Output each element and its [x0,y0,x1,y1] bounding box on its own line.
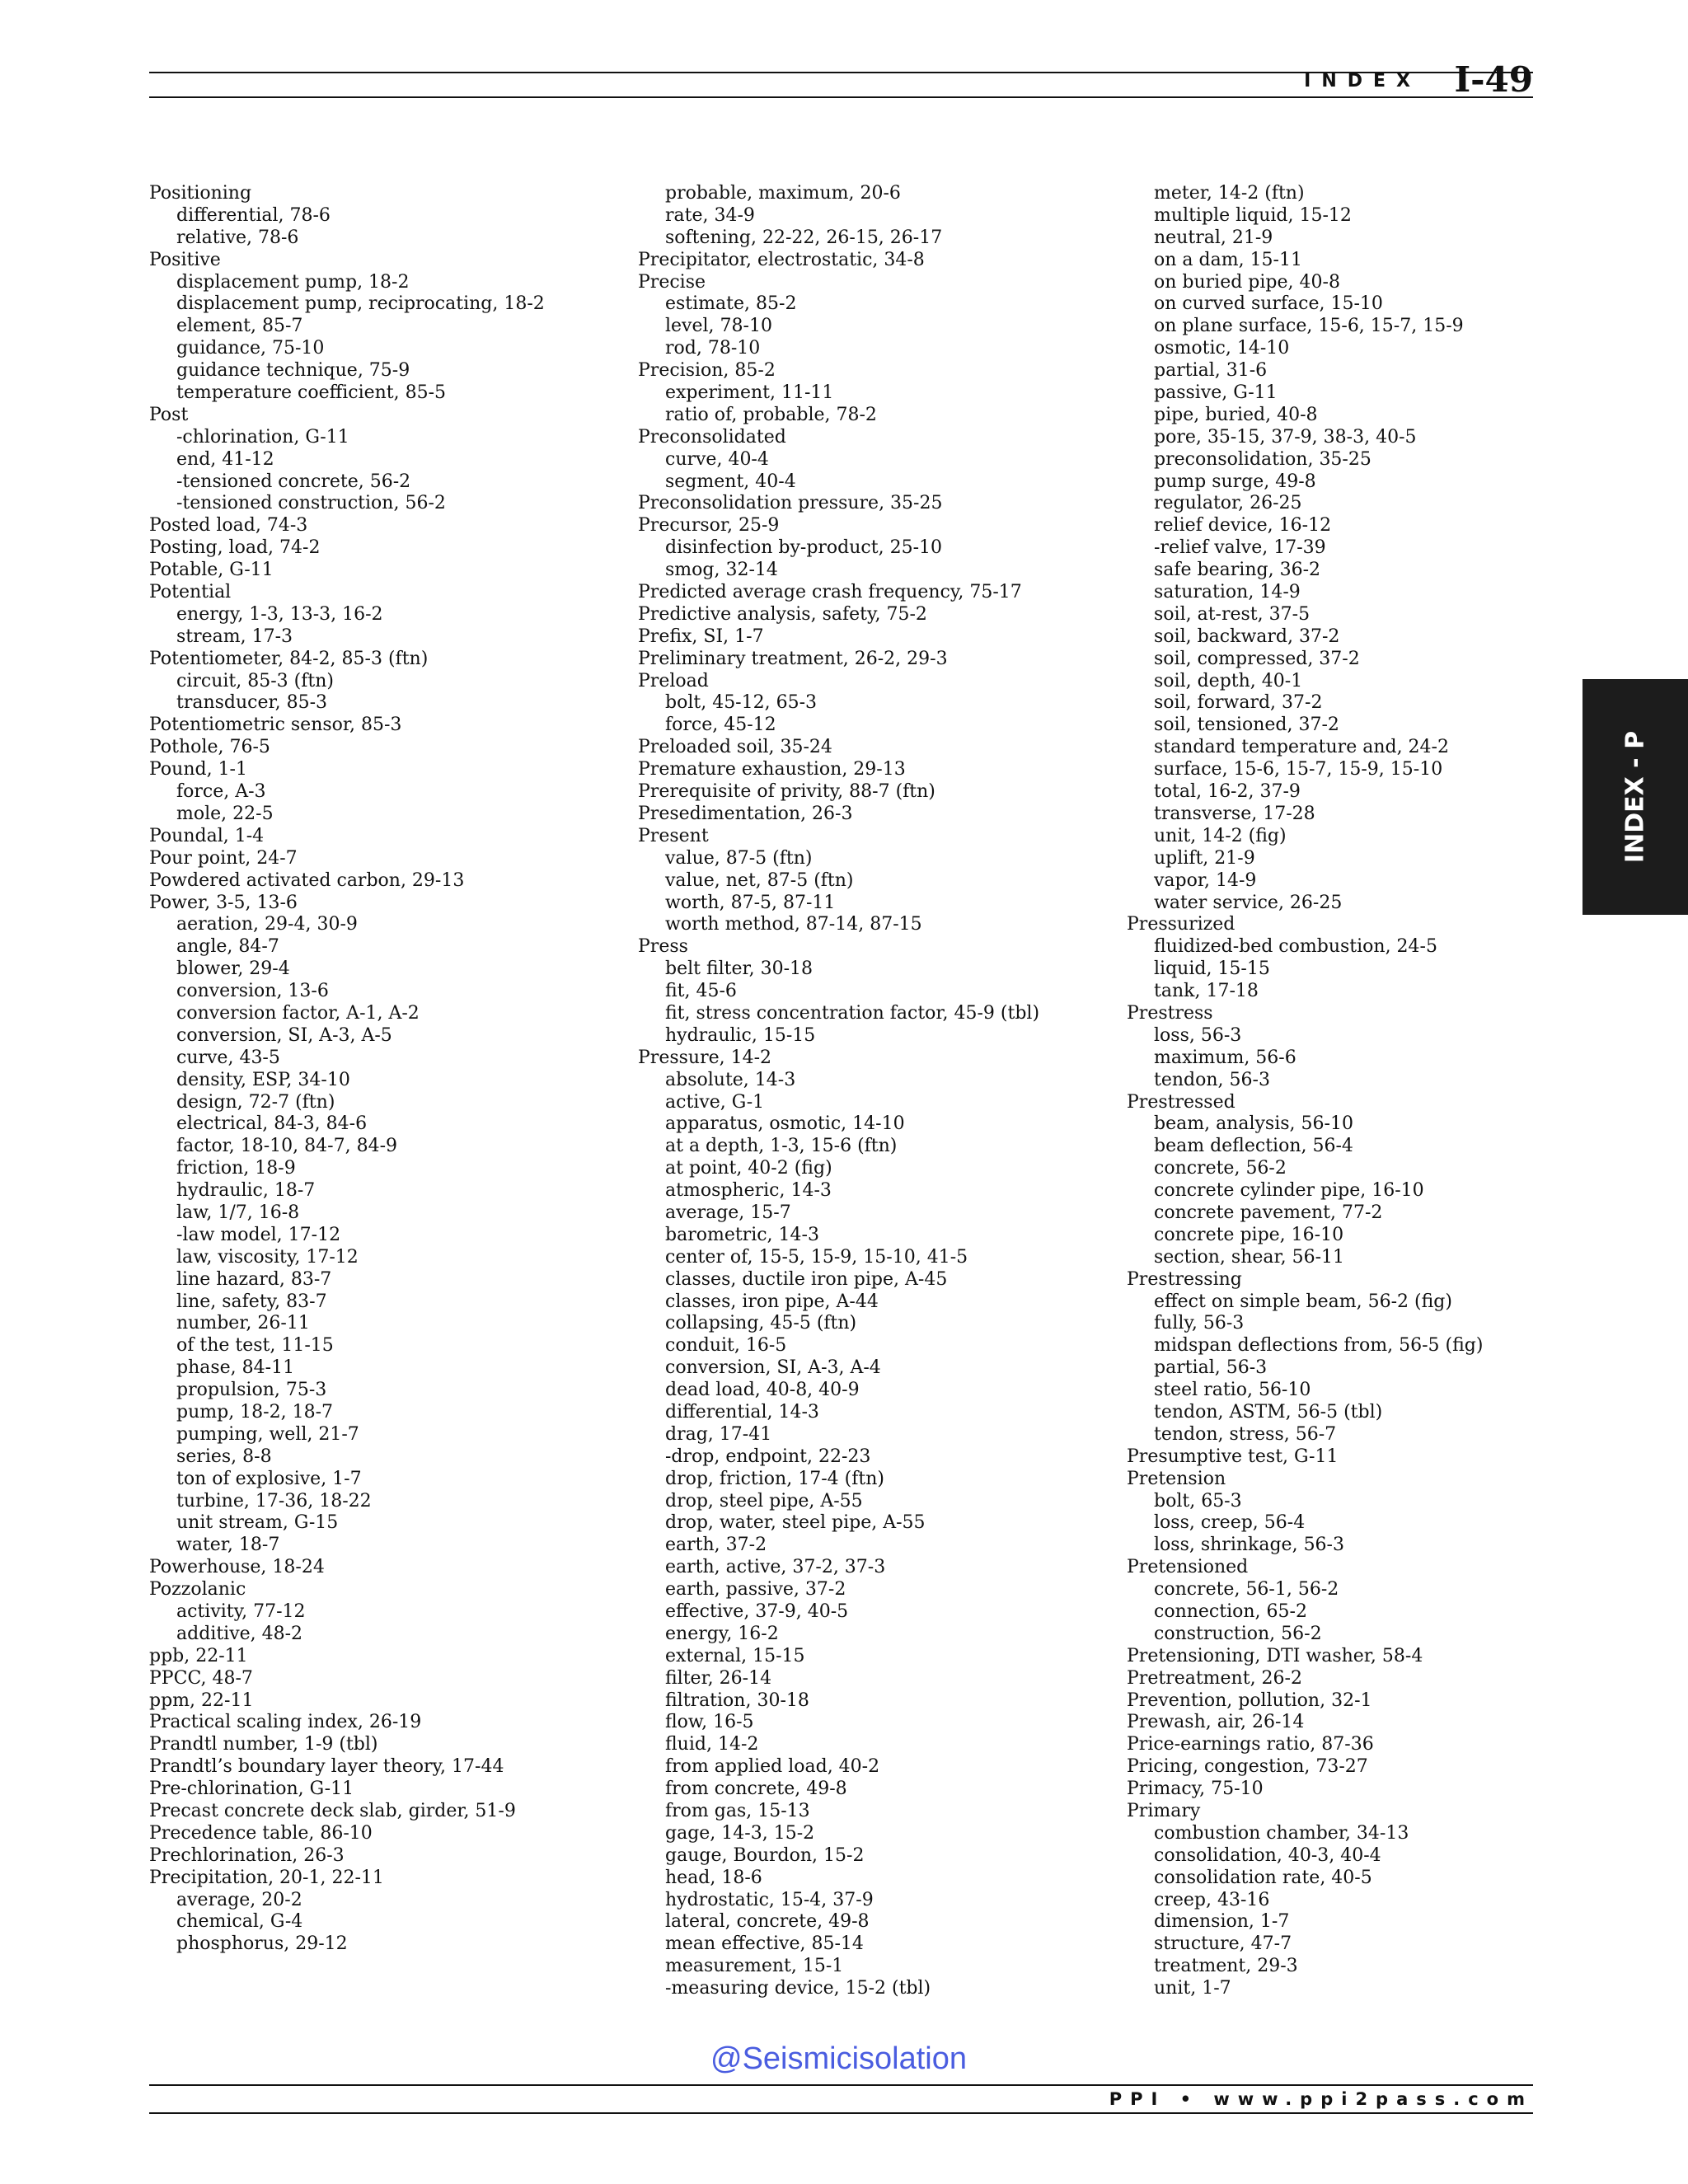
index-subentry: energy, 16-2 [665,1623,779,1644]
index-subentry: force, A-3 [176,781,266,803]
index-entry: Pretensioning, DTI washer, 58-4 [1127,1645,1423,1666]
index-subentry: fit, stress concentration factor, 45-9 (tbl) [665,1002,1040,1024]
index-subentry: activity, 77-12 [176,1601,306,1622]
footer-rule-bottom [149,2112,1533,2114]
index-subentry: conversion, SI, A-3, A-4 [665,1357,881,1379]
index-entry: Pressurized [1127,914,1236,935]
index-entry: Present [638,825,709,846]
index-entry: Power, 3-5, 13-6 [149,892,298,913]
index-entry: Price-earnings ratio, 87-36 [1127,1734,1374,1755]
index-subentry: consolidation, 40-3, 40-4 [1154,1844,1381,1866]
index-subentry: curve, 40-4 [665,448,769,470]
index-subentry: partial, 56-3 [1154,1357,1268,1379]
index-subentry: loss, 56-3 [1154,1024,1242,1046]
index-subentry: displacement pump, 18-2 [176,271,410,293]
index-subentry: on buried pipe, 40-8 [1154,271,1340,293]
index-entry: Pozzolanic [149,1579,246,1601]
index-subentry: preconsolidation, 35-25 [1154,448,1372,470]
index-entry: Presumptive test, G-11 [1127,1446,1339,1467]
index-entry: Precise [638,271,706,293]
index-subentry: drop, friction, 17-4 (ftn) [665,1468,884,1489]
index-section-tab-label: INDEX - P [1620,730,1650,864]
index-subentry: conversion, SI, A-3, A-5 [176,1024,392,1046]
index-subentry: from concrete, 49-8 [665,1779,847,1800]
index-subentry: maximum, 56-6 [1154,1047,1296,1068]
index-subentry: factor, 18-10, 84-7, 84-9 [176,1136,397,1157]
index-section-tab [1582,679,1688,915]
index-subentry: estimate, 85-2 [665,293,797,315]
index-subentry: pump surge, 49-8 [1154,471,1316,492]
index-entry: Pour point, 24-7 [149,847,298,869]
index-subentry: pumping, well, 21-7 [176,1423,359,1445]
index-subentry: tendon, 56-3 [1154,1069,1270,1090]
index-subentry: soil, forward, 37-2 [1154,692,1323,714]
index-entry: Preconsolidated [638,426,786,448]
index-subentry: unit, 14-2 (fig) [1154,825,1287,846]
index-entry: Precedence table, 86-10 [149,1822,373,1844]
index-subentry: soil, tensioned, 37-2 [1154,715,1339,736]
index-entry: ppm, 22-11 [149,1690,254,1711]
index-subentry: -drop, endpoint, 22-23 [665,1446,871,1467]
index-entry: Pound, 1-1 [149,759,247,780]
index-entry: Precursor, 25-9 [638,515,780,537]
index-subentry: saturation, 14-9 [1154,582,1301,603]
index-subentry: drag, 17-41 [665,1423,772,1445]
index-entry: Practical scaling index, 26-19 [149,1712,422,1733]
index-subentry: at a depth, 1-3, 15-6 (ftn) [665,1136,898,1157]
index-subentry: treatment, 29-3 [1154,1956,1298,1977]
index-entry: Positioning [149,183,252,204]
index-subentry: classes, iron pipe, A-44 [665,1291,879,1312]
index-subentry: on curved surface, 15-10 [1154,293,1383,315]
index-entry: Preliminary treatment, 26-2, 29-3 [638,648,948,669]
index-subentry: stream, 17-3 [176,626,293,647]
header-rule-bottom [149,96,1533,98]
index-subentry: atmospheric, 14-3 [665,1180,832,1202]
index-subentry: softening, 22-22, 26-15, 26-17 [665,227,943,248]
index-entry: Pretreatment, 26-2 [1127,1667,1302,1689]
index-entry: Potable, G-11 [149,560,274,581]
index-subentry: electrical, 84-3, 84-6 [176,1113,368,1135]
index-subentry: section, shear, 56-11 [1154,1246,1345,1268]
index-subentry: safe bearing, 36-2 [1154,560,1320,581]
index-subentry: tendon, ASTM, 56-5 (tbl) [1154,1401,1383,1422]
index-entry: Primary [1127,1801,1201,1822]
index-subentry: unit, 1-7 [1154,1978,1231,1999]
index-subentry: value, 87-5 (ftn) [665,847,813,869]
index-subentry: conversion factor, A-1, A-2 [176,1002,420,1024]
index-subentry: smog, 32-14 [665,560,778,581]
index-entry: Positive [149,249,221,270]
index-subentry: absolute, 14-3 [665,1069,796,1090]
index-entry: ppb, 22-11 [149,1645,248,1666]
index-entry: Pressure, 14-2 [638,1047,772,1068]
index-subentry: differential, 14-3 [665,1401,819,1422]
index-subentry: end, 41-12 [176,448,274,470]
index-subentry: midspan deflections from, 56-5 (fig) [1154,1335,1484,1357]
index-subentry: aeration, 29-4, 30-9 [176,914,358,935]
index-subentry: temperature coefficient, 85-5 [176,382,447,404]
page-number: I-49 [1454,59,1533,100]
index-subentry: relief device, 16-12 [1154,515,1332,537]
index-subentry: of the test, 11-15 [176,1335,334,1357]
index-subentry: concrete pavement, 77-2 [1154,1202,1383,1223]
index-subentry: relative, 78-6 [176,227,299,248]
index-subentry: design, 72-7 (ftn) [176,1091,335,1113]
index-entry: Pre-chlorination, G-11 [149,1779,354,1800]
index-entry: Preload [638,670,709,691]
index-entry: Precipitator, electrostatic, 34-8 [638,249,925,270]
index-subentry: loss, creep, 56-4 [1154,1512,1306,1534]
header-section-label: INDEX [1304,71,1421,91]
index-subentry: soil, compressed, 37-2 [1154,648,1360,669]
index-subentry: value, net, 87-5 (ftn) [665,869,854,891]
watermark: @Seismicisolation [710,2041,968,2076]
index-subentry: apparatus, osmotic, 14-10 [665,1113,905,1135]
index-subentry: turbine, 17-36, 18-22 [176,1490,372,1511]
index-subentry: loss, shrinkage, 56-3 [1154,1535,1344,1556]
index-subentry: uplift, 21-9 [1154,847,1255,869]
index-subentry: law, viscosity, 17-12 [176,1246,359,1268]
index-subentry: soil, backward, 37-2 [1154,626,1340,647]
index-entry: Predictive analysis, safety, 75-2 [638,603,927,625]
index-subentry: transducer, 85-3 [176,692,328,714]
index-subentry: blower, 29-4 [176,958,290,980]
index-subentry: ratio of, probable, 78-2 [665,404,877,425]
index-subentry: beam deflection, 56-4 [1154,1136,1353,1157]
index-subentry: concrete, 56-2 [1154,1158,1287,1179]
index-subentry: average, 15-7 [665,1202,791,1223]
index-subentry: worth, 87-5, 87-11 [665,892,836,913]
index-entry: Precision, 85-2 [638,360,776,382]
index-subentry: fit, 45-6 [665,981,737,1002]
index-subentry: water, 18-7 [176,1535,280,1556]
index-entry: Powdered activated carbon, 29-13 [149,869,465,891]
index-subentry: pump, 18-2, 18-7 [176,1401,334,1422]
index-subentry: soil, depth, 40-1 [1154,670,1303,691]
index-subentry: circuit, 85-3 (ftn) [176,670,334,691]
index-subentry: dead load, 40-8, 40-9 [665,1380,860,1401]
index-subentry: pore, 35-15, 37-9, 38-3, 40-5 [1154,426,1417,448]
index-subentry: -relief valve, 17-39 [1154,537,1326,559]
index-subentry: combustion chamber, 34-13 [1154,1822,1409,1844]
index-subentry: hydraulic, 15-15 [665,1024,816,1046]
index-subentry: segment, 40-4 [665,471,796,492]
index-subentry: series, 8-8 [176,1446,272,1467]
index-subentry: mole, 22-5 [176,803,274,824]
index-subentry: transverse, 17-28 [1154,803,1315,824]
index-subentry: propulsion, 75-3 [176,1380,327,1401]
index-entry: Prandtl number, 1-9 (tbl) [149,1734,378,1755]
index-subentry: gage, 14-3, 15-2 [665,1822,815,1844]
index-subentry: guidance technique, 75-9 [176,360,410,382]
index-entry: Prevention, pollution, 32-1 [1127,1690,1372,1711]
index-subentry: center of, 15-5, 15-9, 15-10, 41-5 [665,1246,968,1268]
index-subentry: tendon, stress, 56-7 [1154,1423,1337,1445]
index-subentry: passive, G-11 [1154,382,1278,404]
index-subentry: creep, 43-16 [1154,1889,1270,1910]
index-subentry: additive, 48-2 [176,1623,303,1644]
index-entry: Pretensioned [1127,1557,1249,1578]
index-entry: Powerhouse, 18-24 [149,1557,325,1578]
index-entry: Prandtl’s boundary layer theory, 17-44 [149,1756,504,1778]
index-subentry: connection, 65-2 [1154,1601,1307,1622]
index-entry: Prechlorination, 26-3 [149,1844,345,1866]
index-subentry: friction, 18-9 [176,1158,296,1179]
index-subentry: regulator, 26-25 [1154,493,1302,514]
index-subentry: measurement, 15-1 [665,1956,844,1977]
index-subentry: force, 45-12 [665,715,776,736]
index-subentry: -chlorination, G-11 [176,426,349,448]
index-entry: Pothole, 76-5 [149,737,270,758]
index-subentry: steel ratio, 56-10 [1154,1380,1311,1401]
index-subentry: barometric, 14-3 [665,1224,819,1245]
index-column-3 [1127,183,1613,2000]
index-subentry: pipe, buried, 40-8 [1154,404,1318,425]
index-subentry: construction, 56-2 [1154,1623,1322,1644]
index-subentry: level, 78-10 [665,316,772,337]
index-subentry: worth method, 87-14, 87-15 [665,914,922,935]
index-subentry: energy, 1-3, 13-3, 16-2 [176,603,383,625]
index-subentry: belt filter, 30-18 [665,958,814,980]
index-entry: Prestressing [1127,1268,1242,1290]
index-entry: Primacy, 75-10 [1127,1779,1264,1800]
index-entry: Prestressed [1127,1091,1236,1113]
index-subentry: differential, 78-6 [176,204,331,226]
index-subentry: guidance, 75-10 [176,338,325,359]
index-subentry: lateral, concrete, 49-8 [665,1911,870,1933]
index-entry: Pretension [1127,1468,1226,1489]
index-subentry: fluid, 14-2 [665,1734,759,1755]
index-subentry: -tensioned concrete, 56-2 [176,471,411,492]
index-subentry: earth, 37-2 [665,1535,767,1556]
index-subentry: concrete, 56-1, 56-2 [1154,1579,1339,1601]
index-entry: Prerequisite of privity, 88-7 (ftn) [638,781,935,803]
index-subentry: consolidation rate, 40-5 [1154,1867,1372,1888]
index-subentry: effect on simple beam, 56-2 (fig) [1154,1291,1452,1312]
index-subentry: hydrostatic, 15-4, 37-9 [665,1889,874,1910]
index-subentry: total, 16-2, 37-9 [1154,781,1301,803]
index-subentry: classes, ductile iron pipe, A-45 [665,1268,948,1290]
index-subentry: experiment, 11-11 [665,382,834,404]
index-entry: Pricing, congestion, 73-27 [1127,1756,1368,1778]
index-subentry: standard temperature and, 24-2 [1154,737,1449,758]
index-entry: Prefix, SI, 1-7 [638,626,764,647]
index-entry: Press [638,936,688,958]
index-subentry: vapor, 14-9 [1154,869,1257,891]
index-subentry: disinfection by-product, 25-10 [665,537,942,559]
index-subentry: structure, 47-7 [1154,1933,1292,1955]
index-subentry: -measuring device, 15-2 (tbl) [665,1978,931,1999]
index-subentry: filter, 26-14 [665,1667,772,1689]
index-subentry: conversion, 13-6 [176,981,329,1002]
index-subentry: rate, 34-9 [665,204,755,226]
index-subentry: fully, 56-3 [1154,1313,1245,1334]
index-subentry: on plane surface, 15-6, 15-7, 15-9 [1154,316,1464,337]
index-subentry: earth, passive, 37-2 [665,1579,846,1601]
footer-rule-top [149,2084,1533,2086]
index-subentry: on a dam, 15-11 [1154,249,1302,270]
index-subentry: average, 20-2 [176,1889,302,1910]
index-subentry: density, ESP, 34-10 [176,1069,350,1090]
index-subentry: gauge, Bourdon, 15-2 [665,1844,865,1866]
index-subentry: -law model, 17-12 [176,1224,341,1245]
index-column-2 [638,183,1124,2000]
index-entry: Preconsolidation pressure, 35-25 [638,493,943,514]
index-entry: Potential [149,582,232,603]
index-subentry: bolt, 45-12, 65-3 [665,692,818,714]
index-subentry: displacement pump, reciprocating, 18-2 [176,293,545,315]
index-subentry: conduit, 16-5 [665,1335,787,1357]
index-entry: Posting, load, 74-2 [149,537,321,559]
index-subentry: line, safety, 83-7 [176,1291,327,1312]
index-subentry: from gas, 15-13 [665,1801,810,1822]
index-entry: Precipitation, 20-1, 22-11 [149,1867,384,1888]
index-entry: Posted load, 74-3 [149,515,308,537]
index-subentry: collapsing, 45-5 (ftn) [665,1313,857,1334]
index-subentry: concrete cylinder pipe, 16-10 [1154,1180,1424,1202]
index-subentry: head, 18-6 [665,1867,762,1888]
index-subentry: unit stream, G-15 [176,1512,339,1534]
index-subentry: surface, 15-6, 15-7, 15-9, 15-10 [1154,759,1443,780]
index-entry: Post [149,404,189,425]
index-entry: Poundal, 1-4 [149,825,265,846]
index-subentry: curve, 43-5 [176,1047,280,1068]
index-subentry: water service, 26-25 [1154,892,1343,913]
index-subentry: rod, 78-10 [665,338,761,359]
index-subentry: neutral, 21-9 [1154,227,1273,248]
index-subentry: soil, at-rest, 37-5 [1154,603,1311,625]
index-subentry: concrete pipe, 16-10 [1154,1224,1344,1245]
index-entry: Precast concrete deck slab, girder, 51-9 [149,1801,516,1822]
index-subentry: filtration, 30-18 [665,1690,809,1711]
index-entry: Presedimentation, 26-3 [638,803,853,824]
index-subentry: phase, 84-11 [176,1357,295,1379]
index-subentry: drop, steel pipe, A-55 [665,1490,863,1511]
index-subentry: phosphorus, 29-12 [176,1933,348,1955]
index-subentry: law, 1/7, 16-8 [176,1202,300,1223]
index-entry: Premature exhaustion, 29-13 [638,759,906,780]
index-subentry: earth, active, 37-2, 37-3 [665,1557,886,1578]
index-subentry: from applied load, 40-2 [665,1756,880,1778]
index-subentry: active, G-1 [665,1091,765,1113]
index-subentry: line hazard, 83-7 [176,1268,332,1290]
index-column-1 [149,183,635,1956]
index-subentry: dimension, 1-7 [1154,1911,1290,1933]
index-entry: PPCC, 48-7 [149,1667,253,1689]
index-subentry: tank, 17-18 [1154,981,1259,1002]
index-subentry: angle, 84-7 [176,936,279,958]
index-subentry: mean effective, 85-14 [665,1933,864,1955]
index-subentry: fluidized-bed combustion, 24-5 [1154,936,1437,958]
index-subentry: at point, 40-2 (fig) [665,1158,832,1179]
index-subentry: ton of explosive, 1-7 [176,1468,362,1489]
index-subentry: hydraulic, 18-7 [176,1180,316,1202]
footer-publisher: PPI • www.ppi2pass.com [1109,2089,1533,2109]
index-entry: Predicted average crash frequency, 75-17 [638,582,1022,603]
index-subentry: drop, water, steel pipe, A-55 [665,1512,926,1534]
index-subentry: meter, 14-2 (ftn) [1154,183,1305,204]
index-subentry: chemical, G-4 [176,1911,303,1933]
index-subentry: number, 26-11 [176,1313,310,1334]
index-subentry: probable, maximum, 20-6 [665,183,901,204]
index-entry: Preloaded soil, 35-24 [638,737,832,758]
index-entry: Potentiometer, 84-2, 85-3 (ftn) [149,648,429,669]
index-entry: Prewash, air, 26-14 [1127,1712,1305,1733]
index-subentry: flow, 16-5 [665,1712,754,1733]
index-subentry: element, 85-7 [176,316,303,337]
index-entry: Potentiometric sensor, 85-3 [149,715,402,736]
index-subentry: partial, 31-6 [1154,360,1268,382]
index-subentry: multiple liquid, 15-12 [1154,204,1352,226]
index-subentry: effective, 37-9, 40-5 [665,1601,849,1622]
index-subentry: -tensioned construction, 56-2 [176,493,446,514]
index-entry: Prestress [1127,1002,1213,1024]
index-subentry: beam, analysis, 56-10 [1154,1113,1353,1135]
index-subentry: osmotic, 14-10 [1154,338,1290,359]
index-subentry: external, 15-15 [665,1645,805,1666]
index-subentry: bolt, 65-3 [1154,1490,1242,1511]
index-subentry: liquid, 15-15 [1154,958,1270,980]
